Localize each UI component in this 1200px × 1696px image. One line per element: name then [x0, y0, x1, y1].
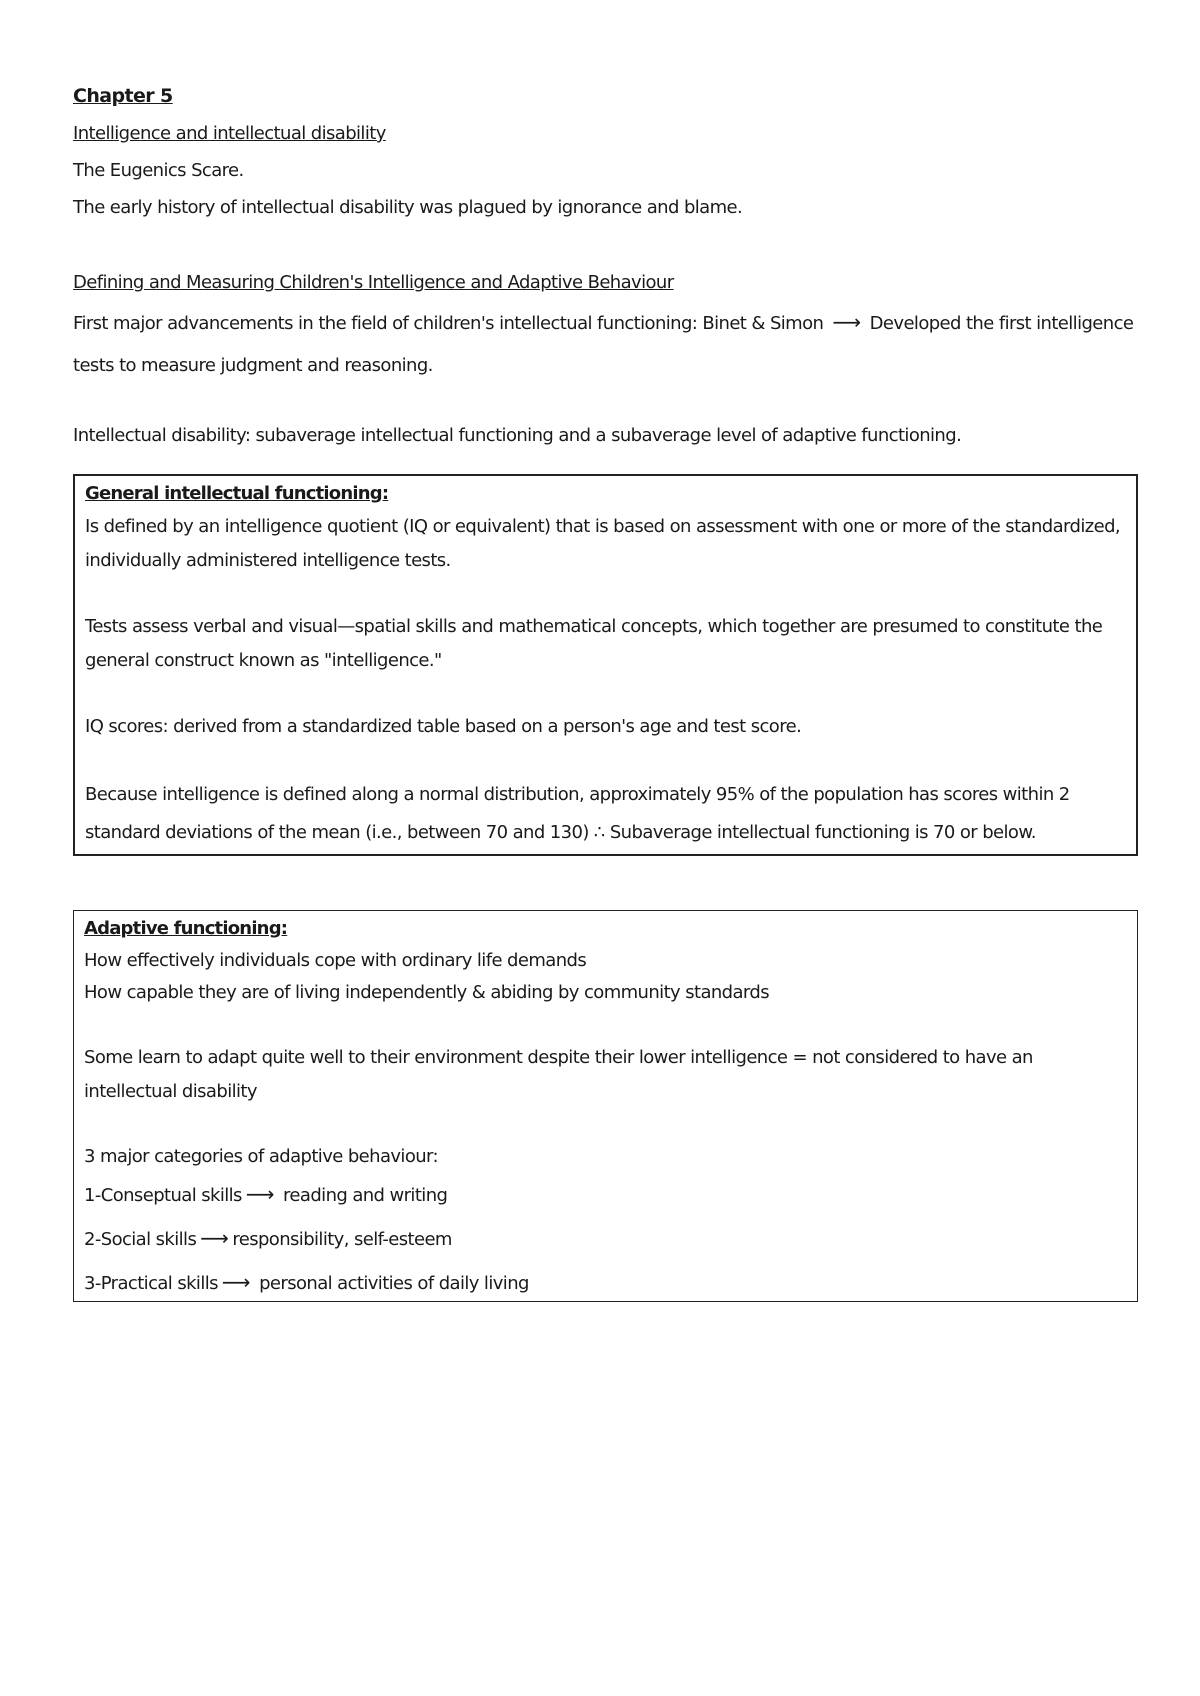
advancements-paragraph	[73, 301, 1138, 387]
advancements-text-before: First major advancements in the field of children's intellectual functioning: Binet & Simon	[73, 313, 824, 334]
adaptive-functioning-box	[73, 910, 1138, 1302]
category-detail: personal activities of daily living	[259, 1273, 529, 1294]
adaptive-box-line: How effectively individuals cope with ordinary life demands	[84, 950, 587, 971]
chapter-heading: Chapter 5	[73, 85, 173, 107]
topic-heading: Intelligence and intellectual disability	[73, 123, 386, 144]
section-heading: Defining and Measuring Children's Intelligence and Adaptive Behaviour	[73, 272, 674, 293]
general-box-paragraph: Is defined by an intelligence quotient (IQ or equivalent) that is based on assessment with one or more of the standardized, individually administered intelligence tests.	[85, 516, 1121, 571]
list-item	[84, 1261, 1127, 1305]
category-label: 2-Social skills	[84, 1229, 197, 1250]
general-box-paragraph: Because intelligence is defined along a normal distribution, approximately 95% of the population has scores within 2 standard deviations of the mean (i.e., between 70 and 130) ∴ Subaverage intellectual functioning is 70 or below.	[85, 784, 1070, 843]
right-arrow-icon: ⟶	[245, 1182, 274, 1206]
category-detail: responsibility, self-esteem	[232, 1229, 452, 1250]
subtitle: The Eugenics Scare.	[73, 160, 244, 181]
right-arrow-icon: ⟶	[221, 1270, 250, 1294]
list-item	[84, 1217, 1127, 1261]
right-arrow-icon: ⟶	[200, 1226, 229, 1250]
adaptive-box-line: How capable they are of living independently & abiding by community standards	[84, 982, 770, 1003]
advancements-text-after: Developed the first intelligence tests to measure judgment and reasoning.	[73, 313, 1134, 376]
right-arrow-icon: ⟶	[832, 310, 861, 334]
intro-text: The early history of intellectual disability was plagued by ignorance and blame.	[73, 197, 743, 218]
adaptive-box-paragraph: Some learn to adapt quite well to their environment despite their lower intelligence = not considered to have an intellectual disability	[84, 1047, 1033, 1102]
general-box-paragraph: Tests assess verbal and visual—spatial skills and mathematical concepts, which together are presumed to constitute the general construct known as "intelligence."	[85, 616, 1103, 671]
general-box-paragraph: IQ scores: derived from a standardized table based on a person's age and test score.	[85, 716, 802, 737]
list-item	[84, 1173, 1127, 1217]
general-functioning-box	[73, 474, 1138, 856]
category-detail: reading and writing	[283, 1185, 448, 1206]
category-label: 3-Practical skills	[84, 1273, 218, 1294]
general-box-title: General intellectual functioning:	[85, 483, 389, 504]
document-page	[73, 78, 1138, 1302]
definition-text: Intellectual disability: subaverage intellectual functioning and a subaverage level of adaptive functioning.	[73, 425, 962, 446]
category-label: 1-Conseptual skills	[84, 1185, 242, 1206]
categories-heading: 3 major categories of adaptive behaviour:	[84, 1146, 438, 1167]
adaptive-box-title: Adaptive functioning:	[84, 918, 288, 939]
